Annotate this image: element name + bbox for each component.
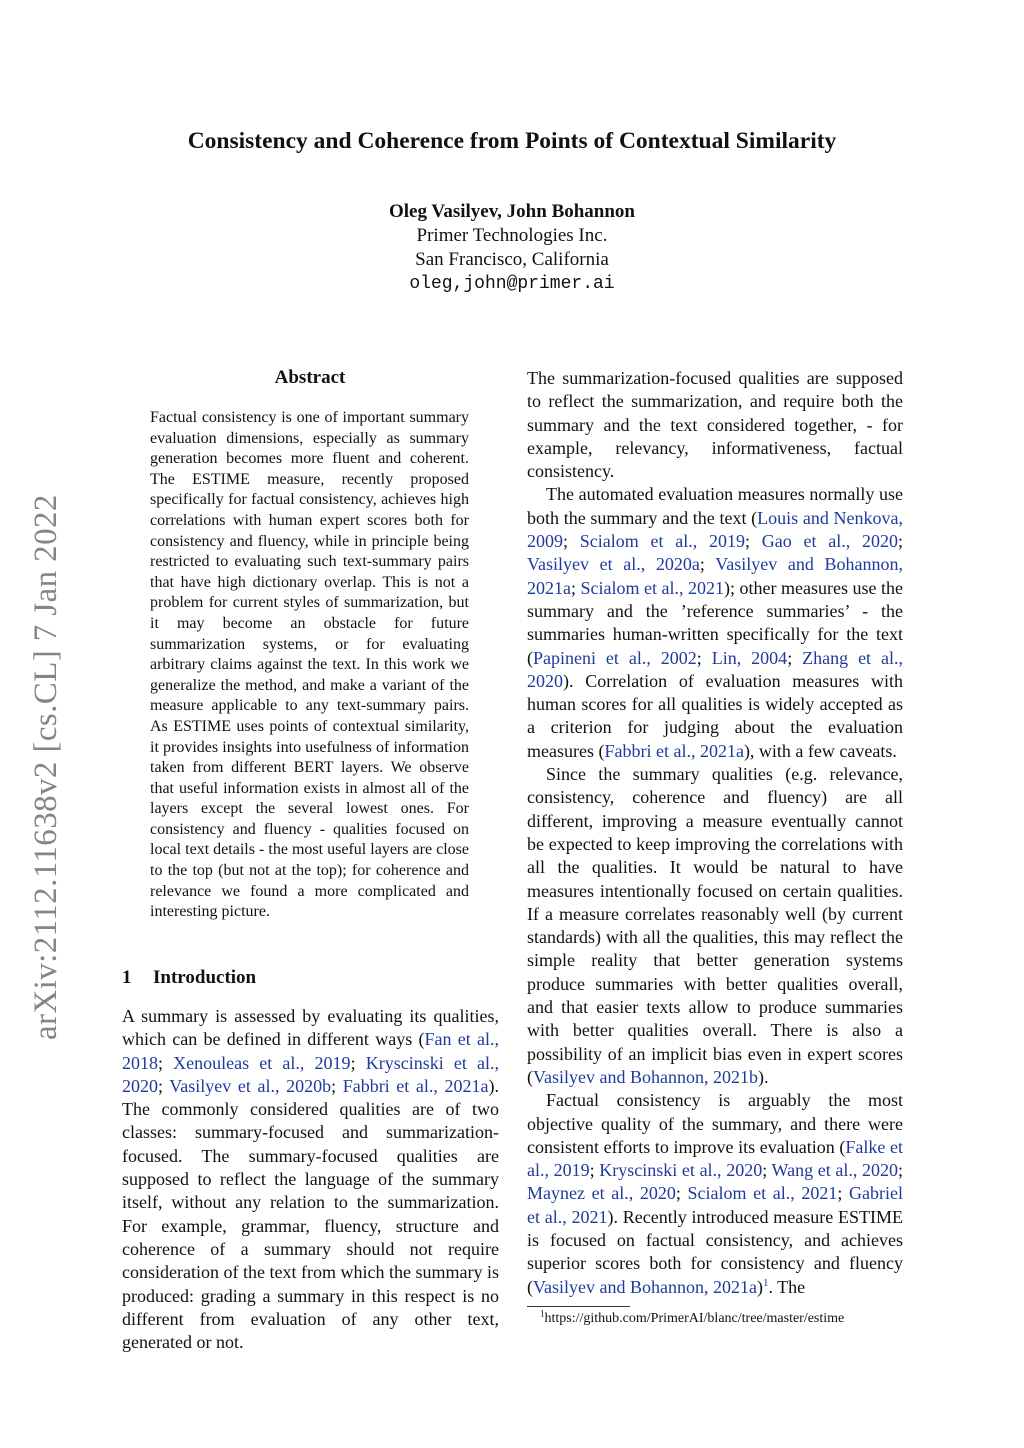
citation-link[interactable]: Vasilyev and Bohannon, 2021a — [533, 1276, 757, 1297]
citation-link[interactable]: Fabbri et al., 2021a — [342, 1075, 489, 1096]
citation-link[interactable]: Lin, 2004 — [711, 647, 788, 668]
citation-link[interactable]: Vasilyev and Bohannon, 2021a — [527, 554, 903, 598]
arxiv-identifier: arXiv:2112.11638v2 [cs.CL] 7 Jan 2022 — [28, 494, 64, 1040]
section-heading-introduction — [122, 967, 256, 989]
intro-paragraph-5: Factual consistency is arguably the most objective quality of the summary, and there were consistent efforts to improve its evaluation (Falke et al., 2019; Kryscinski et al., 2020; Wang et al., 2020; Maynez et al., 2020; Scialom et al., 2021; Gabriel et al., 2021). Recently introduced measure ESTIME is focused on factual consistency, and achieves superior scores both for consistency and fluency (Vasilyev and Bohannon, 2021a)$^1$. The — [527, 1090, 904, 1297]
location: San Francisco, California — [415, 249, 609, 270]
citation-link[interactable]: Scialom et al., 2021 — [687, 1183, 838, 1204]
citation-link[interactable]: Vasilyev et al., 2020a — [527, 554, 700, 575]
author-names: Oleg Vasilyev, John Bohannon — [388, 201, 636, 222]
citation-link[interactable]: Gao et al., 2020 — [761, 531, 898, 552]
citation-link[interactable]: Kryscinski et al., 2020 — [122, 1052, 499, 1096]
footnote-marker[interactable]: 1 — [762, 1276, 769, 1289]
footnote-url[interactable]: https://github.com/PrimerAI/blanc/tree/master/estime — [544, 1311, 845, 1326]
left-column-text — [122, 1005, 499, 1354]
author-block — [0, 200, 1024, 296]
abstract-heading: Abstract — [274, 367, 346, 388]
footnote-number: 1 — [540, 1308, 545, 1319]
author-email[interactable]: oleg,john@primer.ai — [409, 274, 615, 294]
citation-link[interactable]: Kryscinski et al., 2020 — [599, 1160, 763, 1181]
footnote — [540, 1308, 845, 1327]
citation-link[interactable]: Scialom et al., 2021 — [580, 577, 725, 598]
section-number: 1 — [122, 967, 132, 988]
intro-paragraph-3: The automated evaluation measures normally use both the summary and the text (Louis and Nenkova, 2009; Scialom et al., 2019; Gao et al., 2020; Vasilyev et al., 2020a; Vasilyev and Bohannon, 2021a; Scialom et al., 2021); other measures use the summary and the ’reference summaries’ - the summaries human-written specifically for the text (Papineni et al., 2002; Lin, 2004; Zhang et al., 2020). Correlation of evaluation measures with human scores for all qualities is widely accepted as a criterion for judging about the evaluation measures (Fabbri et al., 2021a), with a few caveats. — [527, 484, 904, 761]
citation-link[interactable]: Scialom et al., 2019 — [579, 531, 745, 552]
section-title: Introduction — [153, 967, 257, 988]
citation-link[interactable]: Fabbri et al., 2021a — [604, 740, 744, 761]
citation-link[interactable]: Maynez et al., 2020 — [527, 1183, 676, 1204]
footnote-divider — [527, 1306, 630, 1307]
paper-title: Consistency and Coherence from Points of Contextual Similarity — [187, 128, 837, 154]
citation-link[interactable]: Papineni et al., 2002 — [533, 647, 697, 668]
citation-link[interactable]: Vasilyev et al., 2020b — [169, 1075, 332, 1096]
citation-link[interactable]: Falke et al., 2019 — [527, 1136, 904, 1181]
citation-link[interactable]: Zhang et al., 2020 — [527, 647, 903, 691]
citation-link[interactable]: Wang et al., 2020 — [771, 1160, 898, 1181]
intro-paragraph-2: The summarization-focused qualities are supposed to reflect the summarization, and require both the summary and the text considered together, - for example, relevancy, informativeness, factual consistency. — [527, 368, 903, 482]
abstract-text: Factual consistency is one of important summary evaluation dimensions, especially as summary generation becomes more fluent and coherent. The ESTIME measure, recently proposed specifically for factual consistency, achieves high correlations with human expert scores both for consistency and fluency, while in principle being restricted to evaluating such text-summary pairs that have high dictionary overlap. This is not a problem for current styles of summarization, but it may become an obstacle for future summarization systems, or for evaluating arbitrary claims against the text. In this work we generalize the method, and make a variant of the measure applicable to any text-summary pairs. As ESTIME uses points of contextual similarity, it provides insights into usefulness of information taken from different BERT layers. We observe that useful information exists in almost all of the layers except the several lowest ones. For consistency and fluency - qualities focused on local text details - the most useful layers are close to the top (but not at the top); for coherence and relevance we found a more complicated and interesting picture. — [150, 409, 469, 921]
citation-link[interactable]: Gabriel et al., 2021 — [527, 1183, 903, 1227]
citation-link[interactable]: Fan et al., 2018 — [122, 1029, 499, 1073]
citation-link[interactable]: Xenouleas et al., 2019 — [173, 1052, 351, 1073]
citation-link[interactable]: Louis and Nenkova, 2009 — [527, 507, 904, 552]
intro-paragraph-4: Since the summary qualities (e.g. relevance, consistency, coherence and fluency) are all different, improving a measure eventually cannot be expected to keep improving the correlations with all the qualities. It would be natural to have measures intentionally focused on certain qualities. If a measure correlates reasonably well (by current standards) with all the qualities, this may reflect the simple reality that better generation systems produce summaries with better qualities overall, and that easier texts allow to produce summaries with better qualities overall. There is also a possibility of an implicit bias even in expert scores (Vasilyev and Bohannon, 2021b). — [527, 764, 903, 1087]
intro-paragraph-1: A summary is assessed by evaluating its qualities, which can be defined in different ways (Fan et al., 2018; Xenouleas et al., 2019; Kryscinski et al., 2020; Vasilyev et al., 2020b; Fabbri et al., 2021a). The commonly considered qualities are of two classes: summary-focused and summarization-focused. The summary-focused qualities are supposed to reflect the language of the summary itself, without any relation to the summarization. For example, grammar, fluency, structure and coherence of a summary should not require consideration of the text from which the summary is produced: grading a summary in this respect is no different from evaluation of any other text, generated or not. — [122, 1006, 499, 1353]
right-column-text — [527, 367, 903, 1299]
citation-link[interactable]: Vasilyev and Bohannon, 2021b — [533, 1066, 758, 1087]
affiliation: Primer Technologies Inc. — [416, 225, 608, 246]
